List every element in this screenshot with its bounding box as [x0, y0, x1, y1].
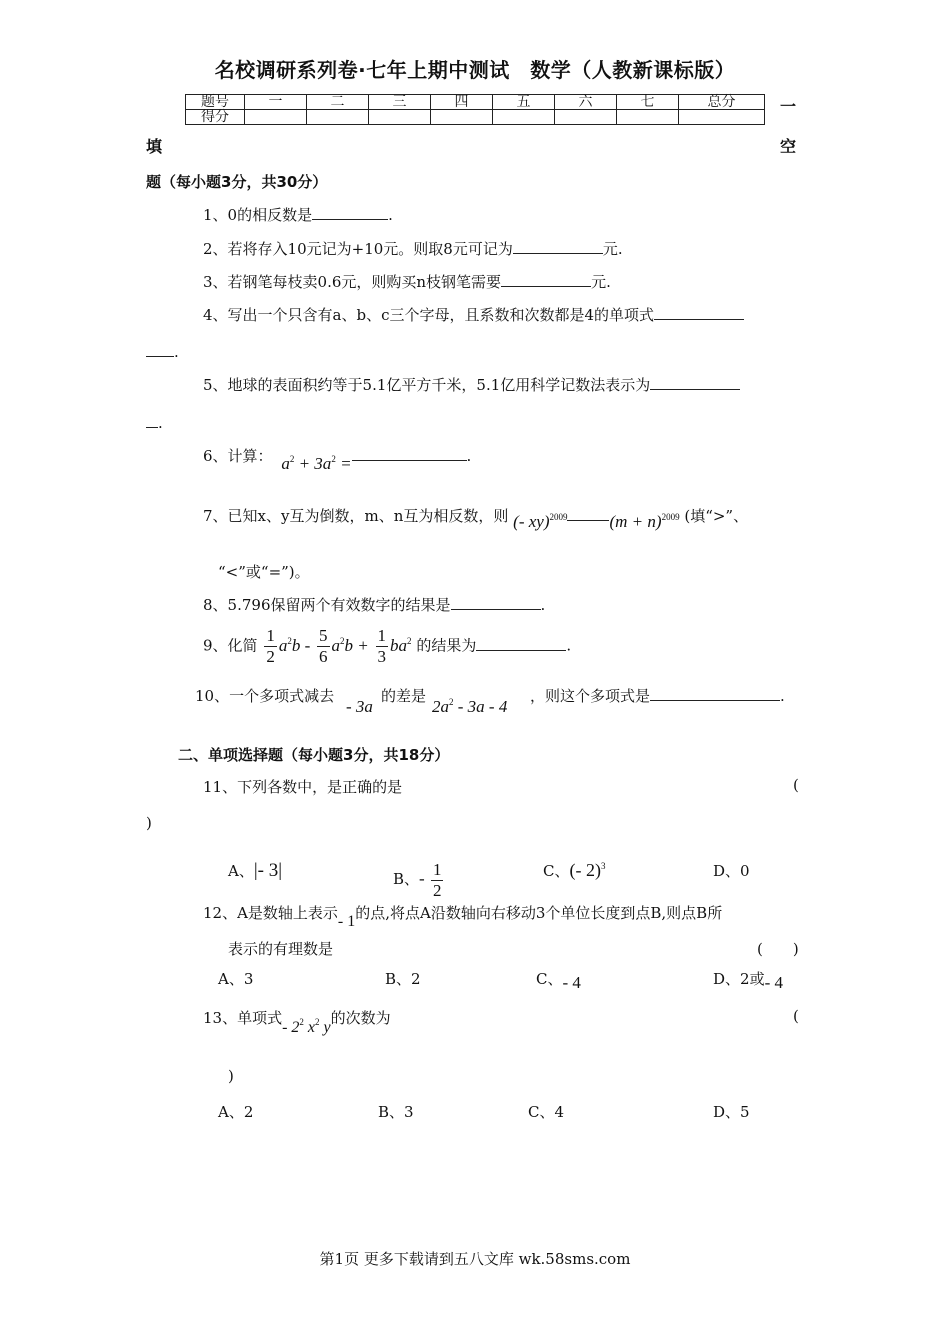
score-cell: 二 — [307, 95, 369, 110]
question-text: 的点,将点A沿数轴向右移动3个单位长度到点B,则点B所 — [355, 904, 723, 922]
option-b[interactable]: B、2 — [385, 970, 421, 988]
score-cell — [617, 110, 679, 125]
question-10 — [195, 685, 334, 706]
score-table-header-row — [186, 95, 765, 110]
question-text: 9、化简 — [203, 636, 258, 655]
question-text: 6、计算： — [203, 447, 273, 465]
question-7-continued: “<”或“=”)。 — [218, 563, 310, 581]
question-text: 1、0的相反数是 — [203, 206, 313, 224]
question-text: 13、单项式 — [203, 1009, 283, 1027]
question-text: 的差是 — [381, 687, 427, 705]
score-cell — [369, 110, 431, 125]
question-text: 10、一个多项式减去 — [195, 687, 335, 705]
math-expression: - 1 — [337, 913, 356, 930]
score-cell — [679, 110, 765, 125]
question-end: . — [780, 687, 785, 705]
page-title: 名校调研系列卷·七年上期中测试 数学（人教新课标版） — [214, 58, 736, 82]
question-end: 元. — [602, 240, 623, 258]
math-expression: - 3a — [346, 697, 373, 716]
question-13 — [203, 1007, 391, 1036]
question-9: 9、化简 $\frac{1}{2}$ $a^2b$ - $\frac{5}{6}$ $a^2b$ + $\frac{1}{3}$ $ba^2$ 的结果为 . — [203, 626, 572, 666]
score-cell: 四 — [431, 95, 493, 110]
question-4 — [203, 304, 744, 325]
question-11: 11、下列各数中，是正确的是 — [203, 778, 403, 796]
score-cell: 七 — [617, 95, 679, 110]
answer-blank[interactable] — [513, 239, 603, 254]
math-expression: - $2^2$ $x^2$ y — [282, 1017, 331, 1036]
math-expression: $(m + n)^{2009}$ — [609, 512, 680, 531]
option-a[interactable] — [228, 860, 282, 882]
math-expression: (- 2)$^3$ — [569, 860, 606, 880]
score-cell — [555, 110, 617, 125]
answer-blank[interactable] — [312, 205, 388, 220]
question-text: 4、写出一个只含有a、b、c三个字母，且系数和次数都是4的单项式 — [203, 306, 655, 324]
option-a[interactable]: A、3 — [218, 970, 254, 988]
question-end: . — [566, 636, 572, 655]
option-d[interactable] — [713, 968, 783, 992]
score-cell: 题号 — [186, 95, 245, 110]
answer-paren: ( ) — [757, 940, 799, 958]
section1-heading-char: 一 — [780, 97, 797, 116]
option-c[interactable]: C、4 — [528, 1103, 565, 1121]
answer-blank[interactable] — [567, 506, 609, 521]
answer-blank[interactable] — [451, 595, 541, 610]
fraction-five-sixths: $\frac{5}{6}$ — [319, 626, 328, 666]
question-text: 5、地球的表面积约等于5.1亿平方千米，5.1亿用科学记数法表示为 — [203, 376, 651, 394]
answer-blank[interactable] — [650, 375, 740, 390]
question-4-continued — [146, 342, 179, 361]
score-cell: 五 — [493, 95, 555, 110]
option-d[interactable]: D、0 — [713, 862, 750, 880]
question-end: . — [466, 447, 472, 465]
answer-blank[interactable] — [146, 413, 158, 428]
math-expression: |- 3| — [253, 860, 283, 881]
option-c[interactable] — [536, 968, 581, 992]
option-b[interactable] — [393, 860, 445, 901]
option-label: A、 — [228, 862, 254, 880]
question-5 — [203, 374, 740, 395]
question-12-continued: 表示的有理数是 — [228, 940, 334, 958]
question-5-continued — [146, 413, 163, 432]
option-a[interactable]: A、2 — [218, 1103, 254, 1121]
question-text: 的次数为 — [330, 1009, 391, 1027]
question-text: 12、A是数轴上表示 — [203, 904, 338, 922]
score-cell: 一 — [245, 95, 307, 110]
section1-heading-char: 空 — [780, 137, 797, 156]
question-end: . — [540, 596, 546, 614]
score-cell: 三 — [369, 95, 431, 110]
page-footer: 第1页 更多下载请到五八文库 wk.58sms.com — [319, 1250, 631, 1268]
math-expression: - $\frac{1}{2}$ — [419, 860, 442, 900]
math-expression: (- xy)$^{2009}$ — [513, 512, 568, 531]
answer-blank[interactable] — [654, 305, 744, 320]
section1-heading-char: 填 — [146, 137, 163, 156]
question-end: . — [158, 414, 163, 432]
math-expression: $2a^2 - 3a - 4$ — [432, 697, 508, 716]
question-text: (填“>”、 — [684, 507, 749, 525]
section1-heading: 题（每小题3分，共30分） — [146, 173, 328, 191]
answer-blank[interactable] — [476, 636, 566, 651]
fraction-one-third: $\frac{1}{3}$ — [377, 626, 387, 666]
question-text: 8、5.796保留两个有效数字的结果是 — [203, 596, 451, 614]
question-2 — [203, 238, 623, 259]
answer-paren: ( — [793, 776, 799, 794]
score-table-score-row — [186, 110, 765, 125]
question-text: 的结果为 — [416, 636, 477, 655]
answer-blank[interactable] — [352, 446, 467, 461]
score-cell: 总分 — [679, 95, 765, 110]
question-text: 3、若钢笔每枝卖0.6元，则购买n枝钢笔需要 — [203, 273, 502, 291]
question-text: 7、已知x、y互为倒数，m、n互为相反数，则 — [203, 507, 509, 525]
question-6 — [203, 445, 472, 473]
question-8 — [203, 594, 545, 615]
answer-blank[interactable] — [650, 686, 780, 701]
answer-blank[interactable] — [501, 272, 591, 287]
question-3 — [203, 271, 611, 292]
question-1 — [203, 204, 393, 225]
option-label: B、 — [393, 870, 420, 888]
question-text: 2、若将存入10元记为+10元。则取8元可记为 — [203, 240, 513, 258]
option-label: D、2或 — [713, 970, 765, 988]
question-text: ，则这个多项式是 — [530, 687, 651, 705]
option-b[interactable]: B、3 — [378, 1103, 414, 1121]
question-10-tail — [530, 685, 785, 706]
option-label: C、 — [543, 862, 570, 880]
score-cell: 得分 — [186, 110, 245, 125]
question-end: 元. — [591, 273, 611, 291]
math-expression: - 4 — [764, 973, 783, 992]
answer-paren: ) — [146, 814, 152, 832]
question-12 — [203, 902, 723, 930]
option-c[interactable] — [543, 860, 605, 881]
score-cell — [245, 110, 307, 125]
question-end: . — [174, 343, 179, 361]
option-d[interactable]: D、5 — [713, 1103, 750, 1121]
score-cell — [307, 110, 369, 125]
answer-paren: ) — [228, 1067, 234, 1085]
score-table — [185, 94, 765, 125]
fraction-one-half: $\frac{1}{2}$ — [266, 626, 275, 666]
math-expression: $a^2 + 3a^2$ = — [281, 454, 352, 473]
score-cell: 六 — [555, 95, 617, 110]
section2-heading: 二、单项选择题（每小题3分，共18分） — [178, 746, 450, 764]
answer-blank[interactable] — [146, 342, 174, 357]
math-expression: - 4 — [562, 973, 581, 992]
option-label: C、 — [536, 970, 563, 988]
score-cell — [493, 110, 555, 125]
question-7 — [203, 505, 749, 531]
question-end: . — [388, 206, 393, 224]
score-cell — [431, 110, 493, 125]
answer-paren: ( — [793, 1007, 799, 1025]
